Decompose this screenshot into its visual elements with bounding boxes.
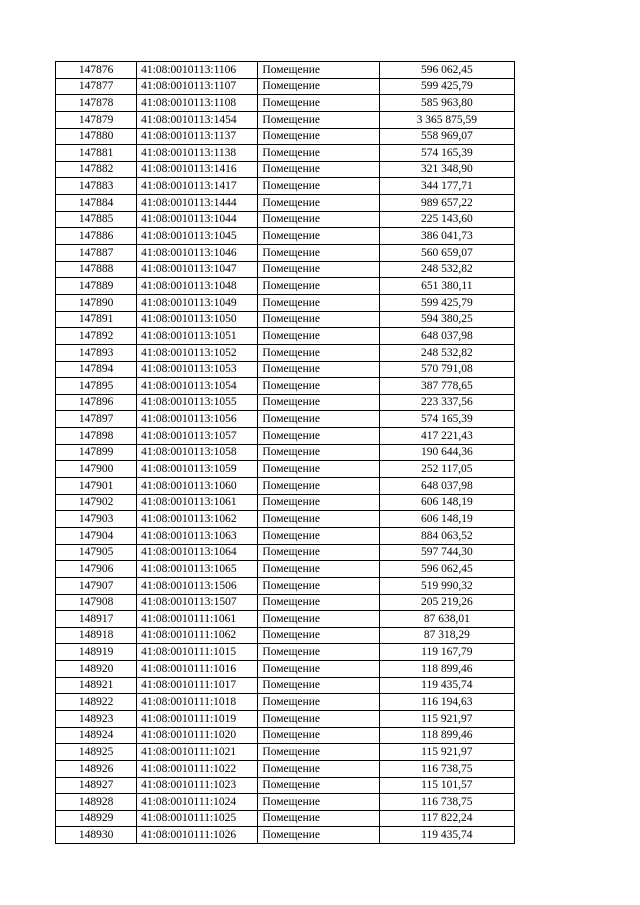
cadastral-value-cell: 115 921,97	[379, 710, 514, 727]
cadastral-number-cell: 41:08:0010111:1024	[137, 794, 258, 811]
object-type-cell: Помещение	[258, 461, 379, 478]
registry-table-body	[56, 62, 515, 844]
cadastral-value-cell: 386 041,73	[379, 228, 514, 245]
table-row	[56, 511, 515, 528]
cadastral-value-cell: 884 063,52	[379, 527, 514, 544]
row-number-cell: 148917	[56, 611, 137, 628]
table-row	[56, 428, 515, 445]
row-number-cell: 147890	[56, 294, 137, 311]
cadastral-number-cell: 41:08:0010113:1444	[137, 195, 258, 212]
cadastral-number-cell: 41:08:0010111:1022	[137, 760, 258, 777]
object-type-cell: Помещение	[258, 62, 379, 79]
row-number-cell: 147882	[56, 161, 137, 178]
cadastral-value-cell: 248 532,82	[379, 344, 514, 361]
object-type-cell: Помещение	[258, 594, 379, 611]
object-type-cell: Помещение	[258, 228, 379, 245]
row-number-cell: 147895	[56, 378, 137, 395]
cadastral-number-cell: 41:08:0010111:1025	[137, 810, 258, 827]
cadastral-value-cell: 596 062,45	[379, 561, 514, 578]
row-number-cell: 147891	[56, 311, 137, 328]
object-type-cell: Помещение	[258, 294, 379, 311]
object-type-cell: Помещение	[258, 78, 379, 95]
object-type-cell: Помещение	[258, 394, 379, 411]
cadastral-value-cell: 558 969,07	[379, 128, 514, 145]
row-number-cell: 147877	[56, 78, 137, 95]
cadastral-value-cell: 606 148,19	[379, 511, 514, 528]
cadastral-number-cell: 41:08:0010113:1064	[137, 544, 258, 561]
cadastral-value-cell: 594 380,25	[379, 311, 514, 328]
cadastral-value-cell: 115 921,97	[379, 744, 514, 761]
table-row	[56, 478, 515, 495]
table-row	[56, 245, 515, 262]
row-number-cell: 148927	[56, 777, 137, 794]
row-number-cell: 147879	[56, 111, 137, 128]
cadastral-number-cell: 41:08:0010113:1060	[137, 478, 258, 495]
cadastral-number-cell: 41:08:0010113:1507	[137, 594, 258, 611]
object-type-cell: Помещение	[258, 710, 379, 727]
cadastral-number-cell: 41:08:0010113:1065	[137, 561, 258, 578]
table-row	[56, 128, 515, 145]
table-row	[56, 328, 515, 345]
cadastral-value-cell: 387 778,65	[379, 378, 514, 395]
object-type-cell: Помещение	[258, 694, 379, 711]
table-row	[56, 611, 515, 628]
table-row	[56, 561, 515, 578]
cadastral-number-cell: 41:08:0010113:1051	[137, 328, 258, 345]
object-type-cell: Помещение	[258, 245, 379, 262]
table-row	[56, 161, 515, 178]
cadastral-number-cell: 41:08:0010113:1055	[137, 394, 258, 411]
cadastral-value-cell: 252 117,05	[379, 461, 514, 478]
row-number-cell: 147888	[56, 261, 137, 278]
cadastral-value-cell: 119 435,74	[379, 677, 514, 694]
object-type-cell: Помещение	[258, 527, 379, 544]
cadastral-value-cell: 119 435,74	[379, 827, 514, 844]
table-row	[56, 644, 515, 661]
cadastral-value-cell: 116 738,75	[379, 760, 514, 777]
object-type-cell: Помещение	[258, 411, 379, 428]
cadastral-number-cell: 41:08:0010111:1021	[137, 744, 258, 761]
object-type-cell: Помещение	[258, 777, 379, 794]
cadastral-value-cell: 570 791,08	[379, 361, 514, 378]
row-number-cell: 148926	[56, 760, 137, 777]
table-row	[56, 344, 515, 361]
row-number-cell: 147896	[56, 394, 137, 411]
row-number-cell: 147884	[56, 195, 137, 212]
cadastral-value-cell: 116 194,63	[379, 694, 514, 711]
cadastral-number-cell: 41:08:0010113:1062	[137, 511, 258, 528]
cadastral-value-cell: 344 177,71	[379, 178, 514, 195]
table-row	[56, 278, 515, 295]
row-number-cell: 148929	[56, 810, 137, 827]
table-row	[56, 228, 515, 245]
row-number-cell: 148918	[56, 627, 137, 644]
row-number-cell: 147900	[56, 461, 137, 478]
cadastral-value-cell: 321 348,90	[379, 161, 514, 178]
object-type-cell: Помещение	[258, 577, 379, 594]
object-type-cell: Помещение	[258, 311, 379, 328]
table-row	[56, 661, 515, 678]
cadastral-number-cell: 41:08:0010113:1059	[137, 461, 258, 478]
object-type-cell: Помещение	[258, 727, 379, 744]
table-row	[56, 677, 515, 694]
cadastral-number-cell: 41:08:0010113:1053	[137, 361, 258, 378]
object-type-cell: Помещение	[258, 195, 379, 212]
cadastral-number-cell: 41:08:0010113:1138	[137, 145, 258, 162]
cadastral-number-cell: 41:08:0010111:1016	[137, 661, 258, 678]
cadastral-number-cell: 41:08:0010113:1137	[137, 128, 258, 145]
object-type-cell: Помещение	[258, 128, 379, 145]
row-number-cell: 148921	[56, 677, 137, 694]
table-row	[56, 710, 515, 727]
row-number-cell: 147889	[56, 278, 137, 295]
row-number-cell: 147883	[56, 178, 137, 195]
object-type-cell: Помещение	[258, 178, 379, 195]
object-type-cell: Помещение	[258, 494, 379, 511]
object-type-cell: Помещение	[258, 611, 379, 628]
table-row	[56, 594, 515, 611]
object-type-cell: Помещение	[258, 760, 379, 777]
row-number-cell: 147899	[56, 444, 137, 461]
row-number-cell: 147902	[56, 494, 137, 511]
cadastral-number-cell: 41:08:0010113:1048	[137, 278, 258, 295]
object-type-cell: Помещение	[258, 278, 379, 295]
cadastral-number-cell: 41:08:0010113:1049	[137, 294, 258, 311]
cadastral-number-cell: 41:08:0010111:1023	[137, 777, 258, 794]
cadastral-number-cell: 41:08:0010113:1058	[137, 444, 258, 461]
row-number-cell: 148925	[56, 744, 137, 761]
cadastral-number-cell: 41:08:0010113:1417	[137, 178, 258, 195]
cadastral-value-cell: 989 657,22	[379, 195, 514, 212]
table-row	[56, 694, 515, 711]
row-number-cell: 147894	[56, 361, 137, 378]
row-number-cell: 147905	[56, 544, 137, 561]
object-type-cell: Помещение	[258, 794, 379, 811]
table-row	[56, 178, 515, 195]
object-type-cell: Помещение	[258, 145, 379, 162]
row-number-cell: 147906	[56, 561, 137, 578]
table-row	[56, 760, 515, 777]
object-type-cell: Помещение	[258, 111, 379, 128]
cadastral-number-cell: 41:08:0010111:1026	[137, 827, 258, 844]
table-row	[56, 78, 515, 95]
table-row	[56, 494, 515, 511]
cadastral-number-cell: 41:08:0010113:1416	[137, 161, 258, 178]
cadastral-value-cell: 87 638,01	[379, 611, 514, 628]
cadastral-number-cell: 41:08:0010113:1045	[137, 228, 258, 245]
object-type-cell: Помещение	[258, 261, 379, 278]
cadastral-number-cell: 41:08:0010113:1061	[137, 494, 258, 511]
cadastral-number-cell: 41:08:0010111:1020	[137, 727, 258, 744]
row-number-cell: 147878	[56, 95, 137, 112]
table-row	[56, 544, 515, 561]
object-type-cell: Помещение	[258, 328, 379, 345]
object-type-cell: Помещение	[258, 677, 379, 694]
cadastral-number-cell: 41:08:0010113:1107	[137, 78, 258, 95]
table-row	[56, 62, 515, 79]
table-row	[56, 361, 515, 378]
table-row	[56, 444, 515, 461]
cadastral-value-cell: 205 219,26	[379, 594, 514, 611]
cadastral-value-cell: 118 899,46	[379, 727, 514, 744]
row-number-cell: 147903	[56, 511, 137, 528]
object-type-cell: Помещение	[258, 644, 379, 661]
cadastral-value-cell: 599 425,79	[379, 78, 514, 95]
cadastral-number-cell: 41:08:0010113:1108	[137, 95, 258, 112]
table-row	[56, 394, 515, 411]
cadastral-value-cell: 648 037,98	[379, 478, 514, 495]
object-type-cell: Помещение	[258, 161, 379, 178]
table-row	[56, 145, 515, 162]
row-number-cell: 147907	[56, 577, 137, 594]
object-type-cell: Помещение	[258, 827, 379, 844]
object-type-cell: Помещение	[258, 478, 379, 495]
cadastral-number-cell: 41:08:0010111:1018	[137, 694, 258, 711]
table-row	[56, 95, 515, 112]
cadastral-value-cell: 115 101,57	[379, 777, 514, 794]
cadastral-number-cell: 41:08:0010113:1454	[137, 111, 258, 128]
cadastral-value-cell: 651 380,11	[379, 278, 514, 295]
cadastral-value-cell: 585 963,80	[379, 95, 514, 112]
cadastral-value-cell: 118 899,46	[379, 661, 514, 678]
table-row	[56, 577, 515, 594]
row-number-cell: 147897	[56, 411, 137, 428]
cadastral-value-cell: 3 365 875,59	[379, 111, 514, 128]
table-row	[56, 378, 515, 395]
row-number-cell: 147901	[56, 478, 137, 495]
cadastral-number-cell: 41:08:0010113:1063	[137, 527, 258, 544]
object-type-cell: Помещение	[258, 810, 379, 827]
table-row	[56, 727, 515, 744]
row-number-cell: 147885	[56, 211, 137, 228]
registry-table	[55, 61, 515, 844]
row-number-cell: 148930	[56, 827, 137, 844]
cadastral-number-cell: 41:08:0010111:1062	[137, 627, 258, 644]
cadastral-number-cell: 41:08:0010113:1054	[137, 378, 258, 395]
cadastral-number-cell: 41:08:0010113:1056	[137, 411, 258, 428]
cadastral-value-cell: 560 659,07	[379, 245, 514, 262]
cadastral-value-cell: 574 165,39	[379, 411, 514, 428]
table-row	[56, 744, 515, 761]
row-number-cell: 147880	[56, 128, 137, 145]
object-type-cell: Помещение	[258, 211, 379, 228]
row-number-cell: 147908	[56, 594, 137, 611]
object-type-cell: Помещение	[258, 361, 379, 378]
cadastral-number-cell: 41:08:0010113:1057	[137, 428, 258, 445]
table-row	[56, 527, 515, 544]
object-type-cell: Помещение	[258, 627, 379, 644]
cadastral-value-cell: 417 221,43	[379, 428, 514, 445]
cadastral-value-cell: 606 148,19	[379, 494, 514, 511]
row-number-cell: 147881	[56, 145, 137, 162]
object-type-cell: Помещение	[258, 744, 379, 761]
cadastral-number-cell: 41:08:0010113:1047	[137, 261, 258, 278]
row-number-cell: 147886	[56, 228, 137, 245]
cadastral-value-cell: 248 532,82	[379, 261, 514, 278]
cadastral-number-cell: 41:08:0010113:1046	[137, 245, 258, 262]
object-type-cell: Помещение	[258, 428, 379, 445]
object-type-cell: Помещение	[258, 661, 379, 678]
table-row	[56, 777, 515, 794]
table-row	[56, 261, 515, 278]
table-row	[56, 411, 515, 428]
cadastral-number-cell: 41:08:0010113:1506	[137, 577, 258, 594]
table-row	[56, 294, 515, 311]
cadastral-number-cell: 41:08:0010113:1044	[137, 211, 258, 228]
row-number-cell: 148919	[56, 644, 137, 661]
object-type-cell: Помещение	[258, 444, 379, 461]
cadastral-value-cell: 648 037,98	[379, 328, 514, 345]
object-type-cell: Помещение	[258, 344, 379, 361]
row-number-cell: 147892	[56, 328, 137, 345]
table-row	[56, 111, 515, 128]
row-number-cell: 147876	[56, 62, 137, 79]
table-row	[56, 627, 515, 644]
table-row	[56, 195, 515, 212]
cadastral-value-cell: 87 318,29	[379, 627, 514, 644]
row-number-cell: 148923	[56, 710, 137, 727]
table-row	[56, 794, 515, 811]
cadastral-value-cell: 225 143,60	[379, 211, 514, 228]
row-number-cell: 147898	[56, 428, 137, 445]
cadastral-value-cell: 119 167,79	[379, 644, 514, 661]
row-number-cell: 148922	[56, 694, 137, 711]
cadastral-number-cell: 41:08:0010111:1017	[137, 677, 258, 694]
object-type-cell: Помещение	[258, 378, 379, 395]
row-number-cell: 148924	[56, 727, 137, 744]
row-number-cell: 147887	[56, 245, 137, 262]
row-number-cell: 148920	[56, 661, 137, 678]
object-type-cell: Помещение	[258, 95, 379, 112]
cadastral-value-cell: 599 425,79	[379, 294, 514, 311]
cadastral-value-cell: 190 644,36	[379, 444, 514, 461]
cadastral-value-cell: 116 738,75	[379, 794, 514, 811]
row-number-cell: 147904	[56, 527, 137, 544]
object-type-cell: Помещение	[258, 511, 379, 528]
cadastral-value-cell: 596 062,45	[379, 62, 514, 79]
cadastral-number-cell: 41:08:0010113:1106	[137, 62, 258, 79]
cadastral-number-cell: 41:08:0010111:1019	[137, 710, 258, 727]
cadastral-number-cell: 41:08:0010113:1052	[137, 344, 258, 361]
cadastral-number-cell: 41:08:0010113:1050	[137, 311, 258, 328]
cadastral-value-cell: 597 744,30	[379, 544, 514, 561]
cadastral-number-cell: 41:08:0010111:1015	[137, 644, 258, 661]
row-number-cell: 148928	[56, 794, 137, 811]
row-number-cell: 147893	[56, 344, 137, 361]
object-type-cell: Помещение	[258, 561, 379, 578]
cadastral-value-cell: 223 337,56	[379, 394, 514, 411]
object-type-cell: Помещение	[258, 544, 379, 561]
cadastral-value-cell: 519 990,32	[379, 577, 514, 594]
cadastral-value-cell: 574 165,39	[379, 145, 514, 162]
cadastral-value-cell: 117 822,24	[379, 810, 514, 827]
cadastral-number-cell: 41:08:0010111:1061	[137, 611, 258, 628]
table-row	[56, 810, 515, 827]
table-row	[56, 311, 515, 328]
table-row	[56, 461, 515, 478]
table-row	[56, 211, 515, 228]
table-row	[56, 827, 515, 844]
